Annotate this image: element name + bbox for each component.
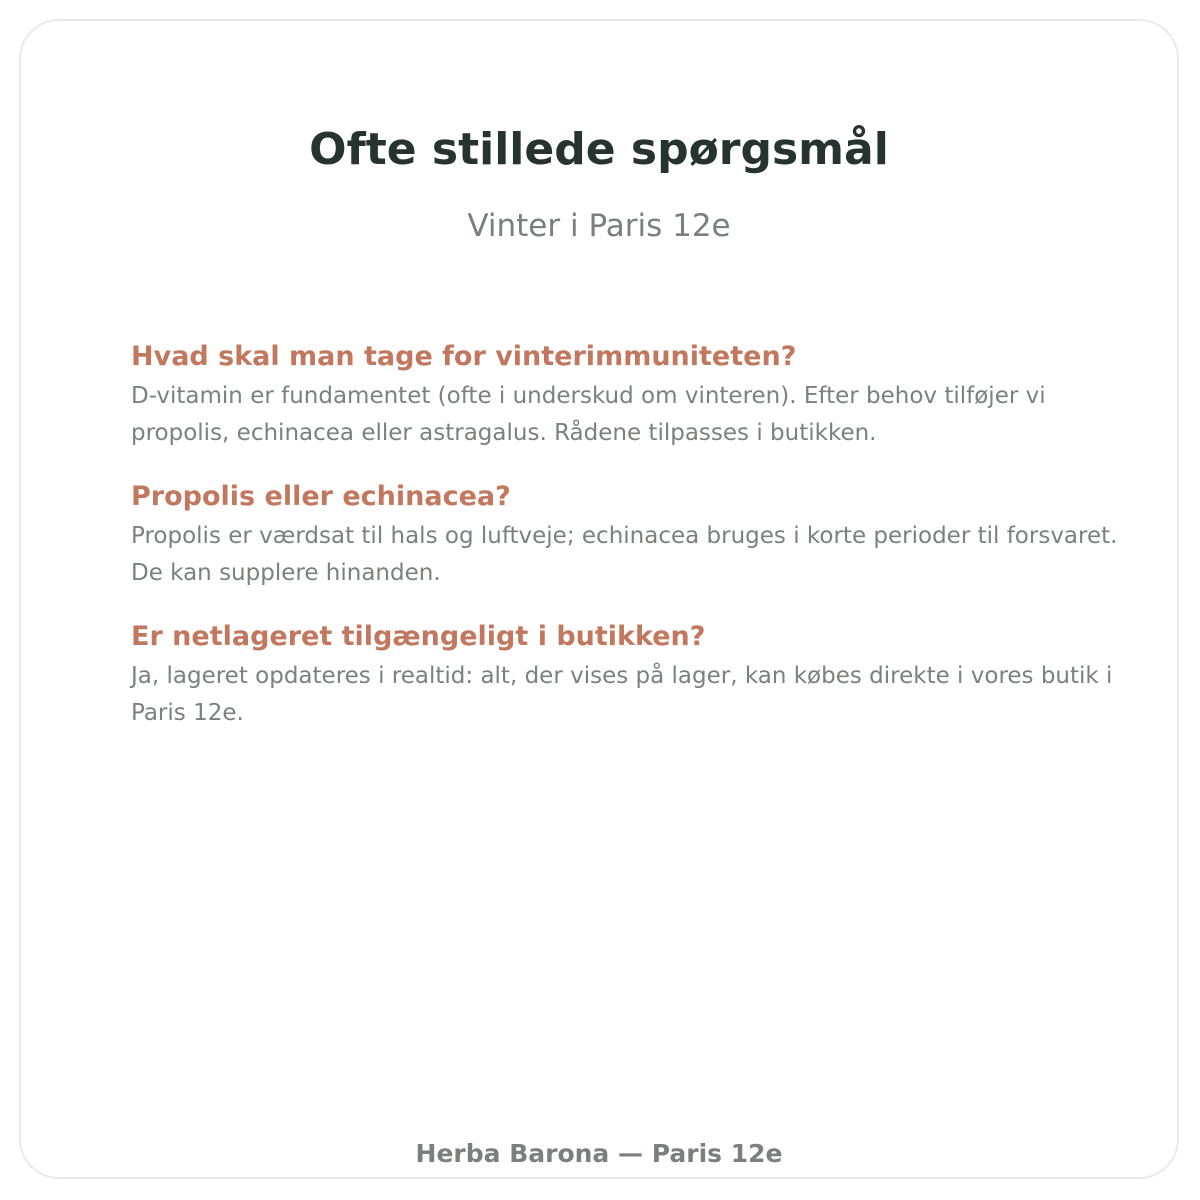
faq-answer: D-vitamin er fundamentet (ofte i underskud om vinteren). Efter behov tilføjer vi propolis, echinacea eller astragalus. Rådene tilpasses i butikken. — [131, 383, 1046, 446]
faq-item — [131, 618, 1121, 732]
page-subtitle: Vinter i Paris 12e — [467, 208, 731, 244]
faq-question: Propolis eller echinacea? — [131, 481, 511, 512]
page-title: Ofte stillede spørgsmål — [309, 124, 889, 175]
faq-list — [131, 338, 1121, 758]
faq-answer: Propolis er værdsat til hals og luftveje; echinacea bruges i korte perioder til forsvaret. De kan supplere hinanden. — [131, 523, 1118, 586]
faq-question: Er netlageret tilgængeligt i butikken? — [131, 621, 706, 652]
faq-card — [19, 19, 1179, 1179]
faq-item — [131, 478, 1121, 592]
faq-question: Hvad skal man tage for vinterimmuniteten? — [131, 341, 797, 372]
footer-brand: Herba Barona — Paris 12e — [415, 1139, 783, 1168]
faq-item — [131, 338, 1121, 452]
faq-answer: Ja, lageret opdateres i realtid: alt, der vises på lager, kan købes direkte i vores butik i Paris 12e. — [131, 663, 1113, 726]
